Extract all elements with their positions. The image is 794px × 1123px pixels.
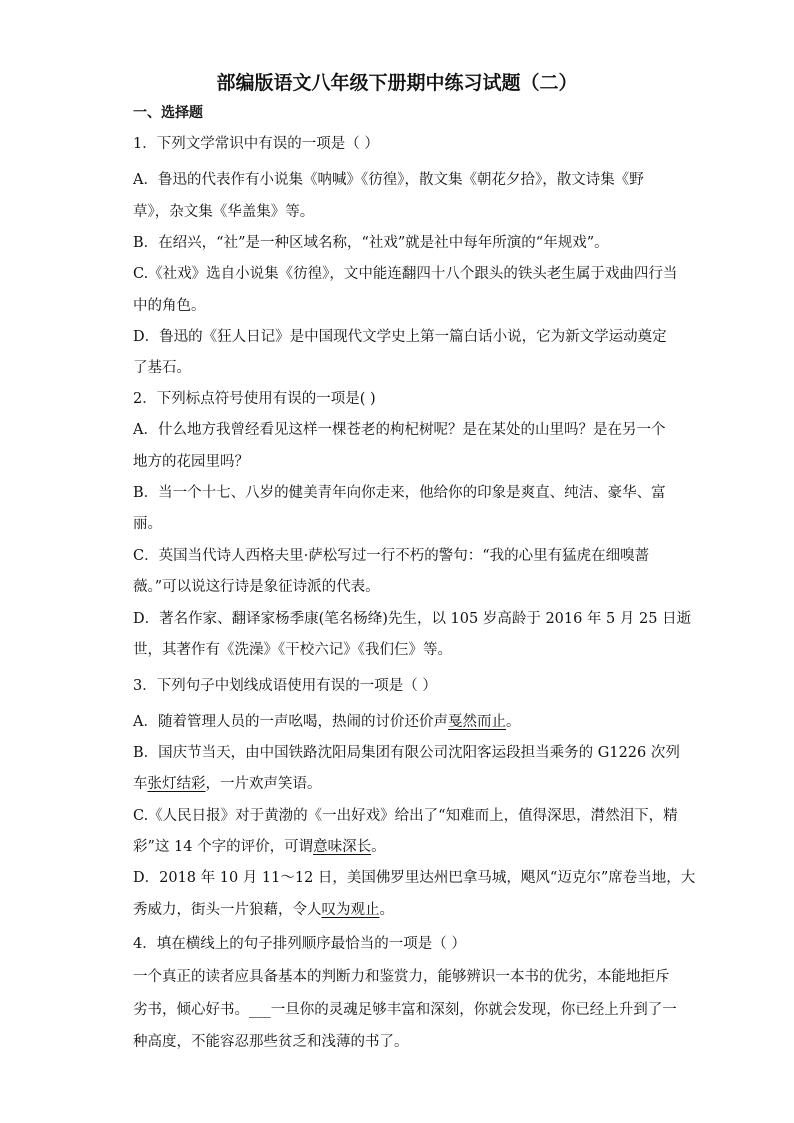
question-1-option-b: B．在绍兴，“社”是一种区域名称，“社戏”就是社中每年所演的“年规戏”。 <box>133 235 609 251</box>
question-2-option-a-cont: 地方的花园里吗？ <box>133 454 249 470</box>
question-3-option-c: C.《人民日报》对于黄渤的《一出好戏》给出了“知难而上，值得深思，潸然泪下，精 <box>133 808 678 824</box>
question-1-option-d-cont: 了基石。 <box>133 360 191 376</box>
question-2-option-d: D．著名作家、翻译家杨季康(笔名杨绛)先生，以 105 岁高龄于 2016 年 5 月 25 日逝 <box>133 611 692 627</box>
question-3-option-b-cont <box>133 774 322 794</box>
question-4-stem: 4．填在横线上的句子排列顺序最恰当的一项是（ ） <box>133 936 466 952</box>
question-2-option-b-cont: 丽。 <box>133 516 162 532</box>
question-1-option-a: A．鲁迅的代表作有小说集《呐喊》《彷徨》，散文集《朝花夕拾》，散文诗集《野 <box>133 172 644 188</box>
option-text: A．随着管理人员的一声吆喝，热闹的讨价还价声 <box>133 714 448 730</box>
question-4-passage-line-1: 一个真正的读者应具备基本的判断力和鉴赏力，能够辨识一本书的优劣，本能地拒斥 <box>133 969 670 985</box>
underlined-idiom: 张灯结彩 <box>147 776 206 792</box>
question-3-stem: 3．下列句子中划线成语使用有误的一项是（ ） <box>133 678 437 694</box>
option-text: 。 <box>371 839 386 855</box>
question-1-option-c-cont: 中的角色。 <box>133 298 206 314</box>
question-3-option-c-cont <box>133 837 386 857</box>
underlined-idiom: 戛然而止 <box>447 714 506 730</box>
passage-text: 一旦你的灵魂足够丰富和深刻，你就会发现，你已经上升到了一 <box>270 1002 677 1018</box>
passage-text: 劣书，倾心好书。 <box>133 1002 249 1018</box>
section-heading: 一、选择题 <box>133 105 203 121</box>
question-3-option-d-cont <box>133 900 394 920</box>
option-text: 。 <box>379 902 394 918</box>
question-2-option-c: C．英国当代诗人西格夫里·萨松写过一行不朽的警句：“我的心里有猛虎在细嗅蔷 <box>133 548 650 564</box>
question-3-option-b: B．国庆节当天，由中国铁路沈阳局集团有限公司沈阳客运段担当乘务的 G1226 次列 <box>133 745 680 761</box>
question-2-option-a: A．什么地方我曾经看见这样一棵苍老的枸杞树呢？是在某处的山里吗？是在另一个 <box>133 422 666 438</box>
question-2-stem: 2．下列标点符号使用有误的一项是( ) <box>133 391 376 407</box>
option-text: 彩”这 14 个字的评价，可谓 <box>133 839 314 855</box>
question-1-option-d: D．鲁迅的《狂人日记》是中国现代文学史上第一篇白话小说，它为新文学运动奠定 <box>133 329 667 345</box>
question-2-option-b: B．当一个十七、八岁的健美青年向你走来，他给你的印象是爽直、纯洁、豪华、富 <box>133 485 666 501</box>
question-1-option-a-cont: 草》，杂文集《华盖集》等。 <box>133 204 315 220</box>
question-4-passage-line-3: 种高度，不能容忍那些贫乏和浅薄的书了。 <box>133 1034 409 1050</box>
option-text: 秀威力，街头一片狼藉，令人 <box>133 902 322 918</box>
question-2-option-d-cont: 世，其著作有《洗澡》《干校六记》《我们仨》等。 <box>133 642 452 658</box>
option-text: 车 <box>133 776 148 792</box>
answer-blank: ___ <box>249 1002 271 1018</box>
underlined-idiom: 叹为观止 <box>321 902 380 918</box>
option-text: 。 <box>505 714 521 730</box>
question-3-option-a <box>133 712 520 732</box>
question-1-option-c: C.《社戏》选自小说集《彷徨》，文中能连翻四十八个跟头的铁头老生属于戏曲四行当 <box>133 266 678 282</box>
page-title: 部编版语文八年级下册期中练习试题（二） <box>216 72 578 94</box>
option-text: ，一片欢声笑语。 <box>205 776 322 792</box>
underlined-idiom: 意味深长 <box>313 839 372 855</box>
question-1-stem: 1．下列文学常识中有误的一项是（ ） <box>133 136 379 152</box>
question-4-passage-line-2 <box>133 1000 677 1020</box>
question-3-option-d: D．2018 年 10 月 11～12 日，美国佛罗里达州巴拿马城，飓风“迈克尔”席卷当地，大 <box>133 870 696 886</box>
question-2-option-c-cont: 薇。”可以说这行诗是象征诗派的代表。 <box>133 579 380 595</box>
